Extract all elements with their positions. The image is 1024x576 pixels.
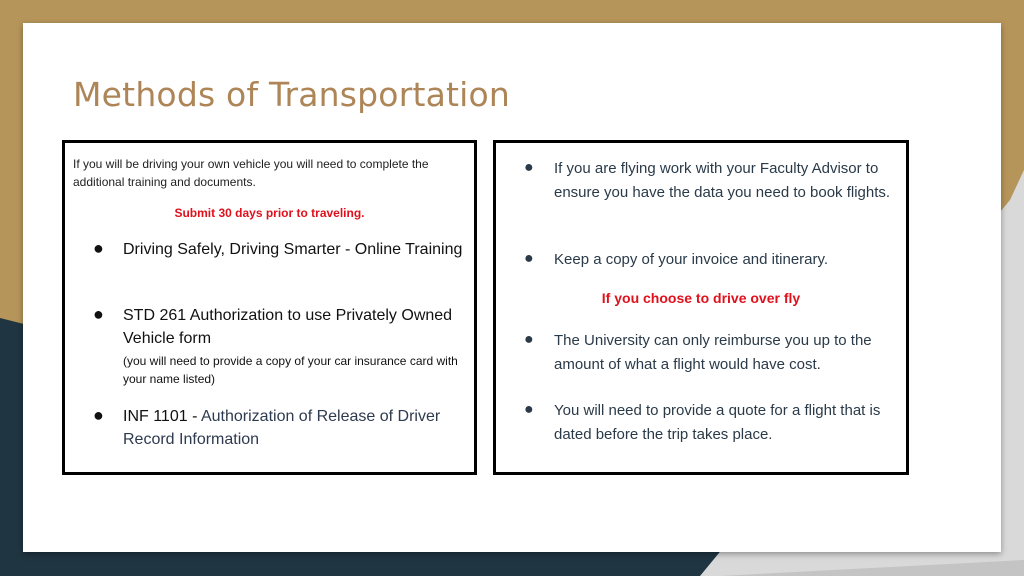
list-item bbox=[524, 248, 894, 272]
list-item-prefix: INF 1101 - bbox=[123, 408, 201, 425]
bullet-dot-icon: ● bbox=[524, 331, 534, 348]
insurance-card-note: (you will need to provide a copy of your car insurance card with your name listed) bbox=[123, 354, 458, 386]
bullet-dot-icon: ● bbox=[93, 405, 104, 425]
bullet-dot-icon: ● bbox=[93, 304, 104, 324]
bullet-dot-icon: ● bbox=[524, 159, 534, 176]
list-item bbox=[524, 157, 894, 205]
list-item-text: STD 261 Authorization to use Privately Owned Vehicle form bbox=[123, 307, 453, 347]
list-item bbox=[524, 399, 894, 447]
bullet-dot-icon: ● bbox=[524, 401, 534, 418]
driver-record-release-link[interactable]: Authorization of Release of Driver Record Information bbox=[123, 408, 441, 448]
deadline-notice: Submit 30 days prior to traveling. bbox=[174, 206, 365, 220]
list-item-text: The University can only reimburse you up to the amount of what a flight would have cost. bbox=[554, 332, 872, 373]
drive-over-fly-alert: If you choose to drive over fly bbox=[601, 290, 801, 306]
list-item bbox=[93, 238, 463, 261]
list-item-text: Keep a copy of your invoice and itinerary. bbox=[554, 251, 829, 268]
bullet-dot-icon: ● bbox=[93, 238, 104, 258]
slide-title: Methods of Transportation bbox=[73, 75, 511, 114]
slide-canvas bbox=[23, 23, 1001, 552]
list-item bbox=[93, 405, 463, 451]
list-item bbox=[93, 304, 463, 388]
driving-intro-text: If you will be driving your own vehicle you will need to complete the additional training and documents. bbox=[73, 157, 429, 189]
flying-guidance-panel bbox=[493, 140, 909, 475]
list-item-text: If you are flying work with your Faculty Advisor to ensure you have the data you need to book flights. bbox=[554, 160, 891, 201]
list-item bbox=[524, 329, 894, 377]
list-item-text: Driving Safely, Driving Smarter - Online Training bbox=[123, 241, 463, 258]
bullet-dot-icon: ● bbox=[524, 250, 534, 267]
list-item-text: You will need to provide a quote for a flight that is dated before the trip takes place. bbox=[554, 402, 881, 443]
driving-requirements-panel bbox=[62, 140, 477, 475]
